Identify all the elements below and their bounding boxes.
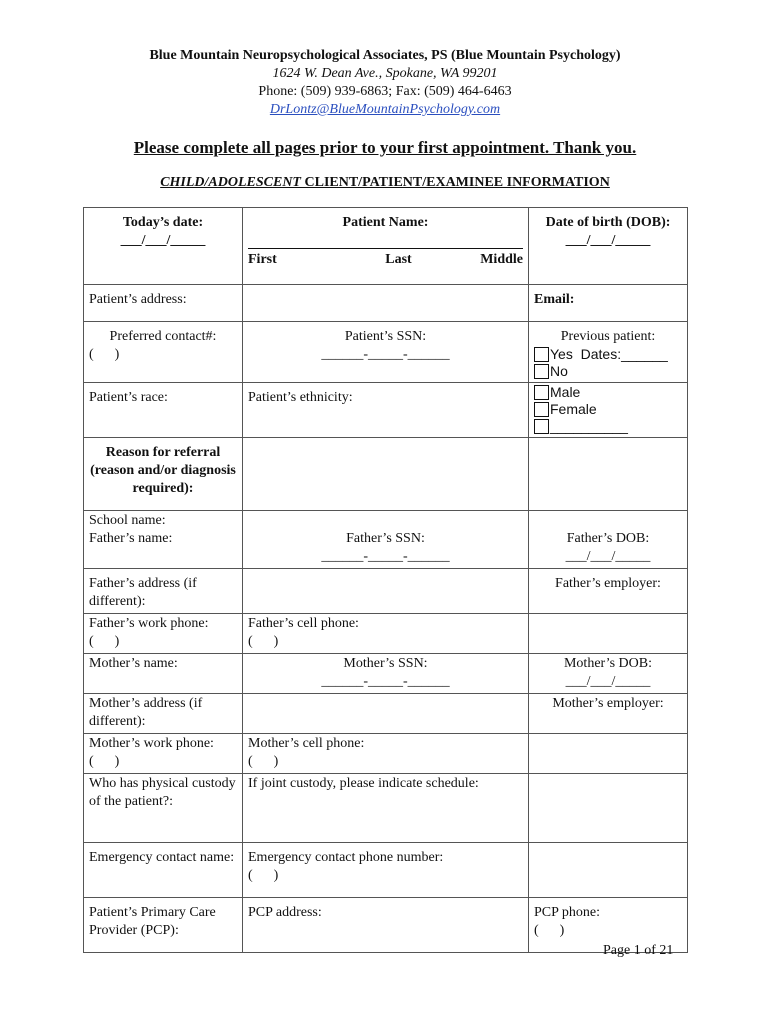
emergency-phone-cell[interactable] bbox=[243, 843, 529, 898]
fathers-name-label: Father’s name: bbox=[89, 531, 173, 546]
fathers-phone-extra[interactable] bbox=[529, 614, 688, 654]
org-phone: Phone: (509) 939-6863; Fax: (509) 464-6463 bbox=[258, 84, 512, 99]
custody-label-cell bbox=[84, 774, 243, 843]
letterhead bbox=[0, 47, 770, 119]
section-title-italic: CHILD/ADOLESCENT bbox=[160, 175, 301, 190]
patient-address-label-cell bbox=[84, 285, 243, 322]
other-blank: __________ bbox=[550, 418, 628, 434]
patient-ssn-blank: ______-_____-______ bbox=[321, 347, 450, 362]
mothers-employer-cell[interactable] bbox=[529, 694, 688, 734]
mothers-ssn-blank: ______-_____-______ bbox=[321, 674, 450, 689]
instruction-heading: Please complete all pages prior to your first appointment. Thank you. bbox=[133, 138, 637, 157]
email-label: Email: bbox=[534, 292, 575, 307]
org-name: Blue Mountain Neuropsychological Associates, PS (Blue Mountain Psychology) bbox=[149, 48, 621, 63]
fathers-work-phone-cell[interactable] bbox=[84, 614, 243, 654]
sex-cell bbox=[529, 383, 688, 438]
fathers-cell-phone-label: Father’s cell phone: bbox=[248, 616, 359, 631]
fathers-work-phone-blank: ( ) bbox=[89, 634, 120, 649]
male-checkbox[interactable] bbox=[534, 384, 682, 401]
org-address: 1624 W. Dean Ave., Spokane, WA 99201 bbox=[272, 66, 498, 81]
school-name-label: School name: bbox=[89, 513, 166, 528]
yes-dates-label: Yes Dates:______ bbox=[550, 346, 668, 362]
mothers-name-cell[interactable] bbox=[84, 654, 243, 694]
pcp-phone-blank: ( ) bbox=[534, 923, 565, 938]
mothers-cell-phone-label: Mother’s cell phone: bbox=[248, 736, 365, 751]
last-label: Last bbox=[385, 252, 412, 267]
patient-ethnicity-label: Patient’s ethnicity: bbox=[248, 390, 353, 405]
pcp-label: Patient’s Primary Care Provider (PCP): bbox=[89, 905, 216, 938]
dob-label: Date of birth (DOB): bbox=[545, 215, 671, 230]
table-row bbox=[84, 898, 688, 953]
mothers-work-phone-blank: ( ) bbox=[89, 754, 120, 769]
patient-address-input[interactable] bbox=[243, 285, 529, 322]
mothers-work-phone-cell[interactable] bbox=[84, 734, 243, 774]
mothers-cell-phone-cell[interactable] bbox=[243, 734, 529, 774]
fathers-cell-phone-cell[interactable] bbox=[243, 614, 529, 654]
custody-label: Who has physical custody of the patient?: bbox=[89, 776, 236, 809]
page-number: Page 1 of 21 bbox=[603, 943, 674, 958]
checkbox-icon bbox=[534, 385, 549, 400]
table-row bbox=[84, 843, 688, 898]
name-parts bbox=[248, 251, 523, 269]
emergency-phone-label: Emergency contact phone number: bbox=[248, 850, 444, 865]
todays-date-label: Today’s date: bbox=[122, 215, 204, 230]
reason-referral-label: Reason for referral (reason and/or diagnosis required): bbox=[90, 445, 236, 496]
pcp-phone-label: PCP phone: bbox=[534, 905, 600, 920]
fathers-cell-phone-blank: ( ) bbox=[248, 634, 279, 649]
checkbox-icon bbox=[534, 347, 549, 362]
table-row bbox=[84, 285, 688, 322]
fathers-work-phone-label: Father’s work phone: bbox=[89, 616, 209, 631]
patient-race-label: Patient’s race: bbox=[89, 390, 168, 405]
female-checkbox[interactable] bbox=[534, 401, 682, 418]
other-checkbox[interactable] bbox=[534, 418, 682, 435]
mothers-address-label: Mother’s address (if different): bbox=[89, 696, 203, 729]
fathers-dob-label: Father’s DOB: bbox=[566, 531, 650, 546]
emergency-contact-cell[interactable] bbox=[84, 843, 243, 898]
reason-referral-input-2[interactable] bbox=[529, 438, 688, 511]
emergency-contact-label: Emergency contact name: bbox=[89, 850, 235, 865]
fathers-address-input[interactable] bbox=[243, 569, 529, 614]
fathers-employer-cell[interactable] bbox=[529, 569, 688, 614]
todays-date-cell[interactable] bbox=[84, 208, 243, 285]
patient-address-label: Patient’s address: bbox=[89, 292, 187, 307]
email-cell[interactable] bbox=[529, 285, 688, 322]
mothers-dob-blank: ___/___/_____ bbox=[565, 674, 651, 689]
emergency-phone-blank: ( ) bbox=[248, 868, 279, 883]
patient-ethnicity-cell[interactable] bbox=[243, 383, 529, 438]
preferred-contact-label: Preferred contact#: bbox=[109, 329, 217, 344]
dob-blank: ___/___/_____ bbox=[565, 233, 651, 248]
mothers-phone-extra[interactable] bbox=[529, 734, 688, 774]
fathers-address-label-cell bbox=[84, 569, 243, 614]
mothers-ssn-cell[interactable] bbox=[243, 654, 529, 694]
patient-name-cell[interactable] bbox=[243, 208, 529, 285]
patient-ssn-label: Patient’s SSN: bbox=[344, 329, 427, 344]
pcp-address-label: PCP address: bbox=[248, 905, 322, 920]
mothers-dob-label: Mother’s DOB: bbox=[563, 656, 653, 671]
emergency-extra[interactable] bbox=[529, 843, 688, 898]
male-label: Male bbox=[550, 384, 581, 400]
reason-referral-label-cell bbox=[84, 438, 243, 511]
table-row bbox=[84, 383, 688, 438]
table-row bbox=[84, 694, 688, 734]
joint-custody-label: If joint custody, please indicate schedule: bbox=[248, 776, 479, 791]
section-title bbox=[0, 175, 770, 191]
fathers-dob-blank: ___/___/_____ bbox=[565, 549, 651, 564]
mothers-address-input[interactable] bbox=[243, 694, 529, 734]
table-row bbox=[84, 322, 688, 383]
table-row bbox=[84, 774, 688, 843]
table-row bbox=[84, 734, 688, 774]
previous-patient-label: Previous patient: bbox=[560, 329, 656, 344]
table-row bbox=[84, 511, 688, 569]
mothers-dob-cell[interactable] bbox=[529, 654, 688, 694]
mothers-ssn-label: Mother’s SSN: bbox=[343, 656, 428, 671]
reason-referral-input[interactable] bbox=[243, 438, 529, 511]
table-row bbox=[84, 569, 688, 614]
patient-ssn-cell[interactable] bbox=[243, 322, 529, 383]
checkbox-icon bbox=[534, 402, 549, 417]
fathers-dob-cell[interactable] bbox=[529, 511, 688, 569]
patient-info-table bbox=[83, 207, 688, 953]
preferred-contact-cell[interactable] bbox=[84, 322, 243, 383]
mothers-address-label-cell bbox=[84, 694, 243, 734]
mothers-cell-phone-blank: ( ) bbox=[248, 754, 279, 769]
dob-cell[interactable] bbox=[529, 208, 688, 285]
fathers-employer-label: Father’s employer: bbox=[555, 576, 661, 591]
fathers-address-label: Father’s address (if different): bbox=[89, 576, 197, 609]
checkbox-icon bbox=[534, 419, 549, 434]
fathers-ssn-label: Father’s SSN: bbox=[346, 531, 425, 546]
custody-extra[interactable] bbox=[529, 774, 688, 843]
table-row bbox=[84, 614, 688, 654]
pcp-address-cell[interactable] bbox=[243, 898, 529, 953]
fathers-ssn-blank: ______-_____-______ bbox=[321, 549, 450, 564]
table-row bbox=[84, 438, 688, 511]
patient-name-line bbox=[248, 232, 523, 249]
org-email-link[interactable]: DrLontz@BlueMountainPsychology.com bbox=[269, 102, 501, 117]
todays-date-blank: ___/___/_____ bbox=[120, 233, 206, 248]
mothers-employer-label: Mother’s employer: bbox=[552, 696, 664, 711]
mothers-work-phone-label: Mother’s work phone: bbox=[89, 736, 214, 751]
table-row bbox=[84, 654, 688, 694]
patient-name-label: Patient Name: bbox=[342, 215, 429, 230]
middle-label: Middle bbox=[480, 252, 523, 267]
table-row bbox=[84, 208, 688, 285]
yes-checkbox[interactable] bbox=[534, 346, 682, 363]
section-title-rest: CLIENT/PATIENT/EXAMINEE INFORMATION bbox=[301, 175, 610, 190]
female-label: Female bbox=[550, 401, 597, 417]
previous-patient-cell bbox=[529, 322, 688, 383]
mothers-name-label: Mother’s name: bbox=[89, 656, 178, 671]
first-label: First bbox=[248, 252, 277, 267]
fathers-ssn-cell[interactable] bbox=[243, 511, 529, 569]
checkbox-icon bbox=[534, 364, 549, 379]
joint-custody-cell[interactable] bbox=[243, 774, 529, 843]
pcp-cell[interactable] bbox=[84, 898, 243, 953]
no-label: No bbox=[550, 363, 568, 379]
no-checkbox[interactable] bbox=[534, 363, 682, 380]
preferred-contact-blank: ( ) bbox=[89, 347, 120, 362]
patient-race-cell[interactable] bbox=[84, 383, 243, 438]
school-father-cell[interactable] bbox=[84, 511, 243, 569]
